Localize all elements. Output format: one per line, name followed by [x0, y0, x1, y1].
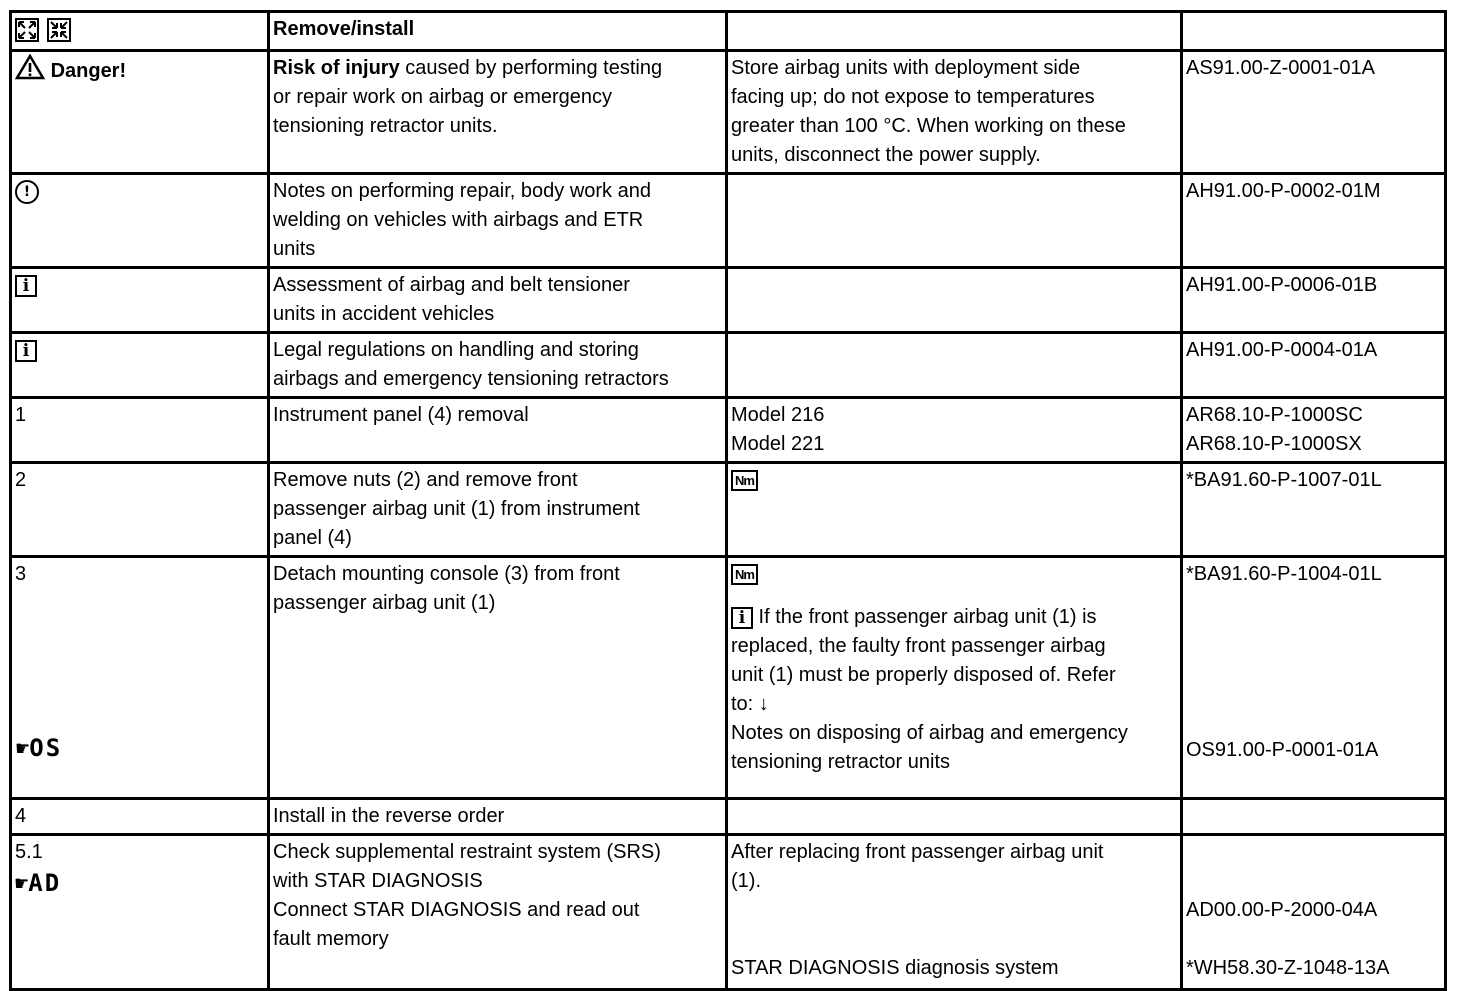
torque-nm-icon[interactable]: Nm: [731, 470, 758, 491]
step-text: Install in the reverse order: [269, 799, 727, 835]
measure-text: Store airbag units with deployment side: [731, 57, 1081, 79]
diagnosis-system-link[interactable]: STAR DIAGNOSIS diagnosis system: [731, 957, 1059, 979]
empty-cell: [727, 799, 1182, 835]
note-line: Notes on performing repair, body work and: [273, 180, 651, 202]
reference-link[interactable]: AR68.10-P-1000SC: [1186, 404, 1363, 426]
note-line: welding on vehicles with airbags and ETR: [273, 209, 644, 231]
os-pointer: [16, 734, 62, 764]
note-line: units in accident vehicles: [273, 303, 495, 325]
step-details: [727, 835, 1182, 990]
measure-text: facing up; do not expose to temperatures: [731, 86, 1095, 108]
step-text: [269, 463, 727, 557]
step-reference-link[interactable]: *BA91.60-P-1007-01L: [1182, 463, 1446, 557]
risk-heading: Risk of injury: [273, 57, 400, 79]
torque-nm-icon[interactable]: Nm: [731, 564, 758, 585]
step-number: 5.1: [15, 841, 43, 863]
note-text: [269, 174, 727, 268]
risk-text: caused by performing testing: [399, 57, 663, 79]
step-reference-cell: [1182, 557, 1446, 799]
note-line: Assessment of airbag and belt tensioner: [273, 274, 630, 296]
header-row: [11, 12, 1446, 51]
header-empty-cell: [1182, 12, 1446, 51]
repair-procedure-table: [9, 10, 1447, 991]
ad-pointer: [15, 869, 263, 899]
ad-label: AD: [28, 869, 62, 897]
danger-row: [11, 51, 1446, 174]
note-row: [11, 333, 1446, 398]
header-empty-cell: [727, 12, 1182, 51]
step-number: 1: [11, 398, 269, 463]
step-line: panel (4): [273, 527, 352, 549]
dispose-text: tensioning retractor units: [731, 751, 951, 773]
note-icon-cell: [11, 268, 269, 333]
step-row: [11, 398, 1446, 463]
step-line: Connect STAR DIAGNOSIS and read out: [273, 899, 640, 921]
measure-text: units, disconnect the power supply.: [731, 144, 1041, 166]
pointing-hand-icon: ☛: [16, 737, 30, 762]
danger-measures: [727, 51, 1182, 174]
reference-link[interactable]: *BA91.60-P-1004-01L: [1186, 563, 1382, 585]
risk-text: tensioning retractor units.: [273, 115, 498, 137]
step-row: [11, 835, 1446, 990]
step-row: [11, 557, 1446, 799]
step-number-cell: [11, 557, 269, 799]
dispose-text: Notes on disposing of airbag and emergency: [731, 722, 1128, 744]
risk-text: or repair work on airbag or emergency: [273, 86, 613, 108]
header-icons-cell: [11, 12, 269, 51]
danger-cell: [11, 51, 269, 174]
note-text: [269, 333, 727, 398]
note-reference-link[interactable]: AH91.00-P-0002-01M: [1182, 174, 1446, 268]
note-line: units: [273, 238, 316, 260]
step-line: Detach mounting console (3) from front: [273, 563, 620, 585]
note-reference-link[interactable]: AH91.00-P-0004-01A: [1182, 333, 1446, 398]
step-line: fault memory: [273, 928, 389, 950]
step-number: 4: [11, 799, 269, 835]
step-line: Remove nuts (2) and remove front: [273, 469, 578, 491]
step-text: [269, 557, 727, 799]
info-text: unit (1) must be properly disposed of. Refer: [731, 664, 1116, 686]
note-row: [11, 174, 1446, 268]
reference-link[interactable]: AR68.10-P-1000SX: [1186, 433, 1362, 455]
step-number: 2: [11, 463, 269, 557]
step-number: 3: [15, 563, 27, 585]
note-line: (1).: [731, 870, 761, 892]
info-text: replaced, the faulty front passenger airbag: [731, 635, 1106, 657]
model-label: Model 216: [731, 404, 825, 426]
danger-description: [269, 51, 727, 174]
reference-link[interactable]: *WH58.30-Z-1048-13A: [1186, 957, 1390, 979]
note-line: airbags and emergency tensioning retractors: [273, 368, 669, 390]
empty-cell: [727, 268, 1182, 333]
step-line: with STAR DIAGNOSIS: [273, 870, 483, 892]
info-icon: i: [15, 275, 37, 297]
info-text: If the front passenger airbag unit (1) is: [753, 606, 1097, 628]
note-line: Legal regulations on handling and storing: [273, 339, 639, 361]
step-line: passenger airbag unit (1) from instrument: [273, 498, 640, 520]
step-details: [727, 557, 1182, 799]
note-reference-link[interactable]: AH91.00-P-0006-01B: [1182, 268, 1446, 333]
note-icon-cell: [11, 333, 269, 398]
info-icon: i: [731, 607, 753, 629]
note-icon-cell: [11, 174, 269, 268]
step-references: [1182, 835, 1446, 990]
danger-label: Danger!: [50, 59, 127, 82]
os-label: OS: [29, 734, 63, 762]
step-row: [11, 463, 1446, 557]
info-text: to:: [731, 693, 759, 715]
pointing-hand-icon: ☛: [15, 872, 29, 897]
torque-cell: [727, 463, 1182, 557]
step-text: [269, 835, 727, 990]
step-text: Instrument panel (4) removal: [269, 398, 727, 463]
header-title: Remove/install: [269, 12, 727, 51]
measure-text: greater than 100 °C. When working on these: [731, 115, 1126, 137]
step-models: [727, 398, 1182, 463]
empty-cell: [727, 333, 1182, 398]
info-icon: i: [15, 340, 37, 362]
collapse-icon[interactable]: [47, 18, 71, 42]
reference-link[interactable]: AD00.00-P-2000-04A: [1186, 899, 1378, 921]
step-row: [11, 799, 1446, 835]
empty-cell: [727, 174, 1182, 268]
step-references: [1182, 398, 1446, 463]
step-line: passenger airbag unit (1): [273, 592, 496, 614]
arrow-down-icon: ↓: [758, 693, 769, 715]
note-text: [269, 268, 727, 333]
note-row: [11, 268, 1446, 333]
expand-icon[interactable]: [15, 18, 39, 42]
model-label: Model 221: [731, 433, 825, 455]
step-number-cell: [11, 835, 269, 990]
step-line: Check supplemental restraint system (SRS): [273, 841, 661, 863]
note-line: After replacing front passenger airbag unit: [731, 841, 1104, 863]
caution-circle-icon: !: [15, 180, 39, 204]
empty-cell: [1182, 799, 1446, 835]
danger-reference-link[interactable]: AS91.00-Z-0001-01A: [1182, 51, 1446, 174]
dispose-reference-link[interactable]: OS91.00-P-0001-01A: [1186, 739, 1379, 761]
warning-triangle-icon: [15, 54, 45, 89]
